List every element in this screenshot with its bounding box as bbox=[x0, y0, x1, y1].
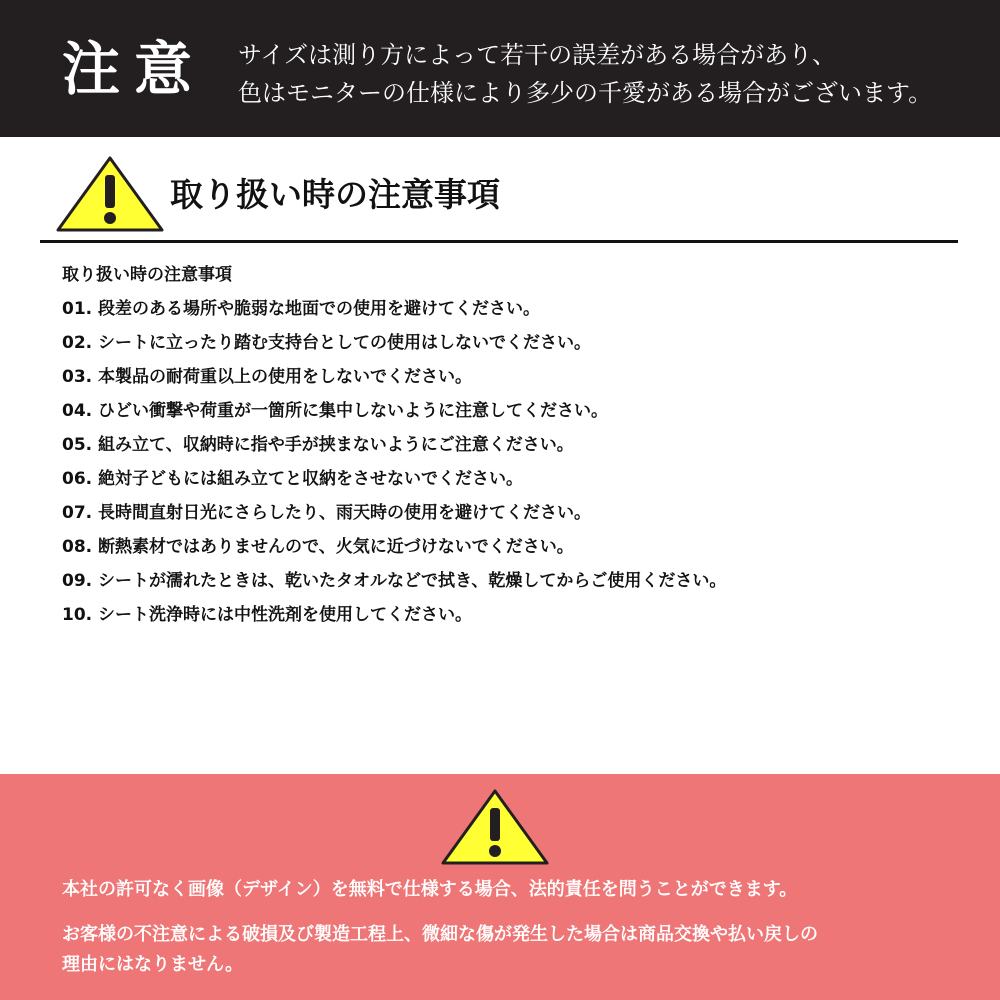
top-banner bbox=[0, 0, 1000, 137]
notice-line: 色はモニターの仕様により多少の千愛がある場合がございます。 bbox=[238, 79, 933, 107]
note-item: 01. 段差のある場所や脆弱な地面での使用を避けてください。 bbox=[62, 299, 541, 319]
note-item: 02. シートに立ったり踏む支持台としての使用はしないでください。 bbox=[62, 333, 592, 353]
note-item: 07. 長時間直射日光にさらしたり、雨天時の使用を避けてください。 bbox=[62, 503, 592, 523]
notice-text bbox=[238, 36, 932, 112]
note-item: 06. 絶対子どもには組み立てと収納をさせないでください。 bbox=[62, 469, 524, 489]
notes-list bbox=[62, 292, 982, 632]
bottom-banner bbox=[0, 774, 1000, 1000]
note-item: 08. 断熱素材ではありませんので、火気に近づけないでください。 bbox=[62, 537, 574, 557]
note-item: 09. シートが濡れたときは、乾いたタオルなどで拭き、乾燥してからご使用ください。 bbox=[62, 571, 727, 591]
notes-heading: 取り扱い時の注意事項 bbox=[62, 265, 232, 285]
note-item: 04. ひどい衝撃や荷重が一箇所に集中しないように注意してください。 bbox=[62, 401, 609, 421]
copyright-notice: 本社の許可なく画像（デザイン）を無料で仕様する場合、法的責任を問うことができます。 bbox=[62, 879, 798, 900]
notice-line: サイズは測り方によって若干の誤差がある場合があり、 bbox=[238, 41, 837, 69]
section-divider bbox=[40, 240, 958, 243]
notice-title: 注意 bbox=[62, 35, 207, 103]
disclaimer-line: お客様の不注意による破損及び製造工程上、微細な傷が発生した場合は商品交換や払い戻しの bbox=[62, 924, 818, 945]
disclaimer-line: 理由にはなりません。 bbox=[62, 954, 244, 975]
damage-disclaimer bbox=[62, 920, 962, 980]
section-header bbox=[40, 155, 958, 245]
note-item: 10. シート洗浄時には中性洗剤を使用してください。 bbox=[62, 605, 473, 625]
warning-triangle-icon bbox=[440, 788, 550, 866]
warning-triangle-icon bbox=[55, 155, 165, 233]
note-item: 03. 本製品の耐荷重以上の使用をしないでください。 bbox=[62, 367, 473, 387]
note-item: 05. 組み立て、収納時に指や手が挟まないようにご注意ください。 bbox=[62, 435, 574, 455]
notes-section bbox=[62, 258, 982, 632]
section-title: 取り扱い時の注意事項 bbox=[170, 175, 500, 214]
